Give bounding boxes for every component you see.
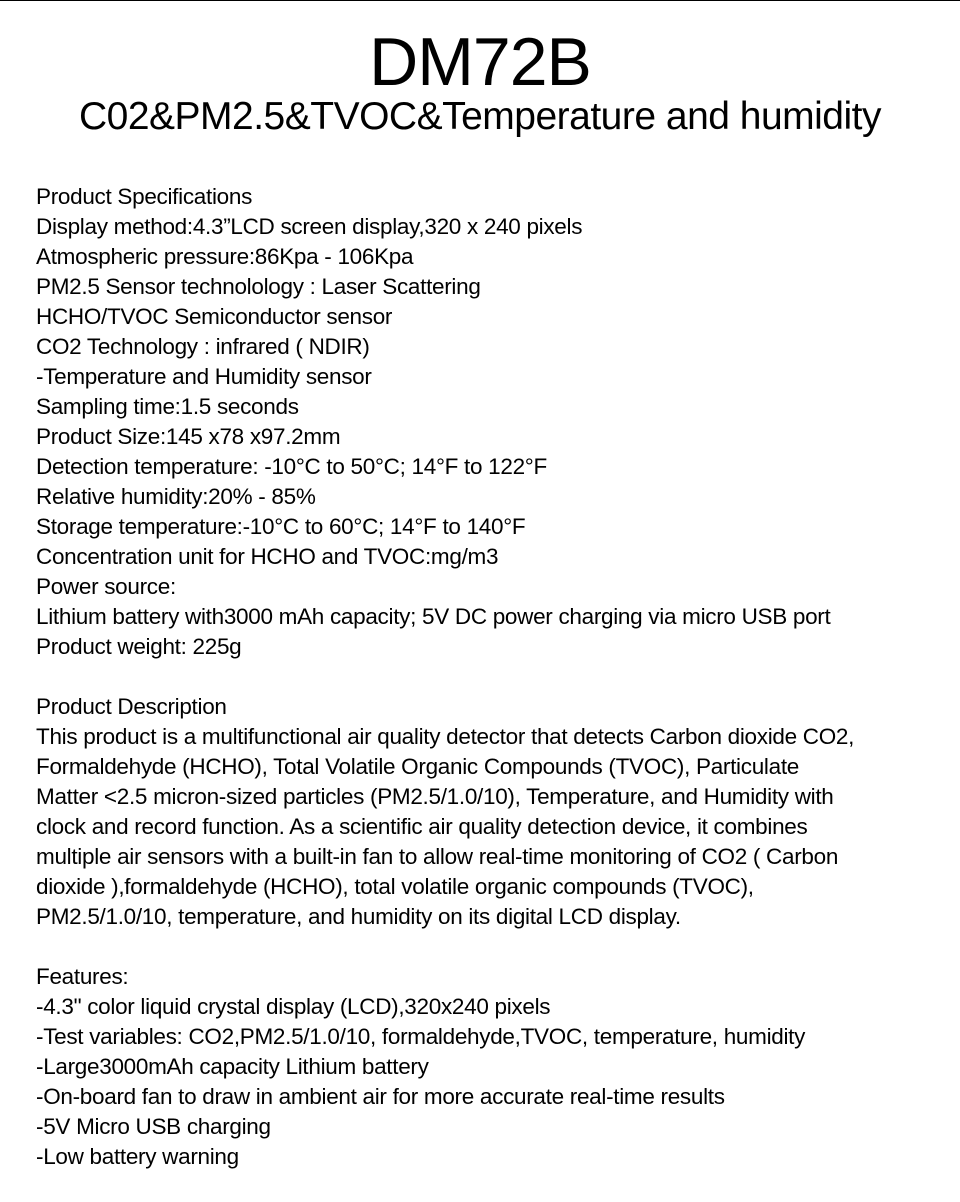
spec-line: Concentration unit for HCHO and TVOC:mg/m3 [36, 544, 499, 569]
spec-line: Display method:4.3”LCD screen display,320 x 240 pixels [36, 214, 583, 239]
product-subtitle: C02&PM2.5&TVOC&Temperature and humidity [78, 95, 882, 138]
spec-line: Relative humidity:20% - 85% [36, 484, 316, 509]
spec-document-body [36, 182, 936, 1202]
description-line: This product is a multifunctional air quality detector that detects Carbon dioxide CO2, [36, 724, 855, 749]
description-line: dioxide ),formaldehyde (HCHO), total volatile organic compounds (TVOC), [36, 874, 754, 899]
specifications-section [36, 182, 936, 662]
description-line: clock and record function. As a scientific air quality detection device, it combines [36, 814, 808, 839]
spec-line: CO2 Technology : infrared ( NDIR) [36, 334, 370, 359]
spec-line: Storage temperature:-10°C to 60°C; 14°F to 140°F [36, 514, 526, 539]
feature-line: -On-board fan to draw in ambient air for more accurate real-time results [36, 1084, 725, 1109]
product-title: DM72B [369, 24, 591, 100]
feature-line: -Low battery warning [36, 1144, 239, 1169]
spec-line: PM2.5 Sensor technolology : Laser Scattering [36, 274, 481, 299]
spec-line: Power source: [36, 574, 176, 599]
top-border-line [0, 0, 960, 1]
description-line: Formaldehyde (HCHO), Total Volatile Organic Compounds (TVOC), Particulate [36, 754, 799, 779]
description-line: multiple air sensors with a built-in fan to allow real-time monitoring of CO2 ( Carbon [36, 844, 839, 869]
spec-line: Detection temperature: -10°C to 50°C; 14°F to 122°F [36, 454, 547, 479]
feature-line: -Large3000mAh capacity Lithium battery [36, 1054, 429, 1079]
description-heading: Product Description [36, 694, 227, 719]
spec-line: Sampling time:1.5 seconds [36, 394, 299, 419]
spec-line: Product weight: 225g [36, 634, 242, 659]
feature-line: -Test variables: CO2,PM2.5/1.0/10, formaldehyde,TVOC, temperature, humidity [36, 1024, 806, 1049]
description-section [36, 692, 936, 932]
features-heading: Features: [36, 964, 129, 989]
description-line: PM2.5/1.0/10, temperature, and humidity on its digital LCD display. [36, 904, 681, 929]
spec-line: -Temperature and Humidity sensor [36, 364, 372, 389]
features-section [36, 962, 936, 1172]
feature-line: -4.3" color liquid crystal display (LCD),320x240 pixels [36, 994, 551, 1019]
description-line: Matter <2.5 micron-sized particles (PM2.5/1.0/10), Temperature, and Humidity with [36, 784, 834, 809]
feature-line: -5V Micro USB charging [36, 1114, 271, 1139]
spec-line: Lithium battery with3000 mAh capacity; 5V DC power charging via micro USB port [36, 604, 831, 629]
spec-line: Product Size:145 x78 x97.2mm [36, 424, 341, 449]
spec-line: Atmospheric pressure:86Kpa - 106Kpa [36, 244, 414, 269]
spec-line: HCHO/TVOC Semiconductor sensor [36, 304, 393, 329]
specifications-heading: Product Specifications [36, 184, 253, 209]
